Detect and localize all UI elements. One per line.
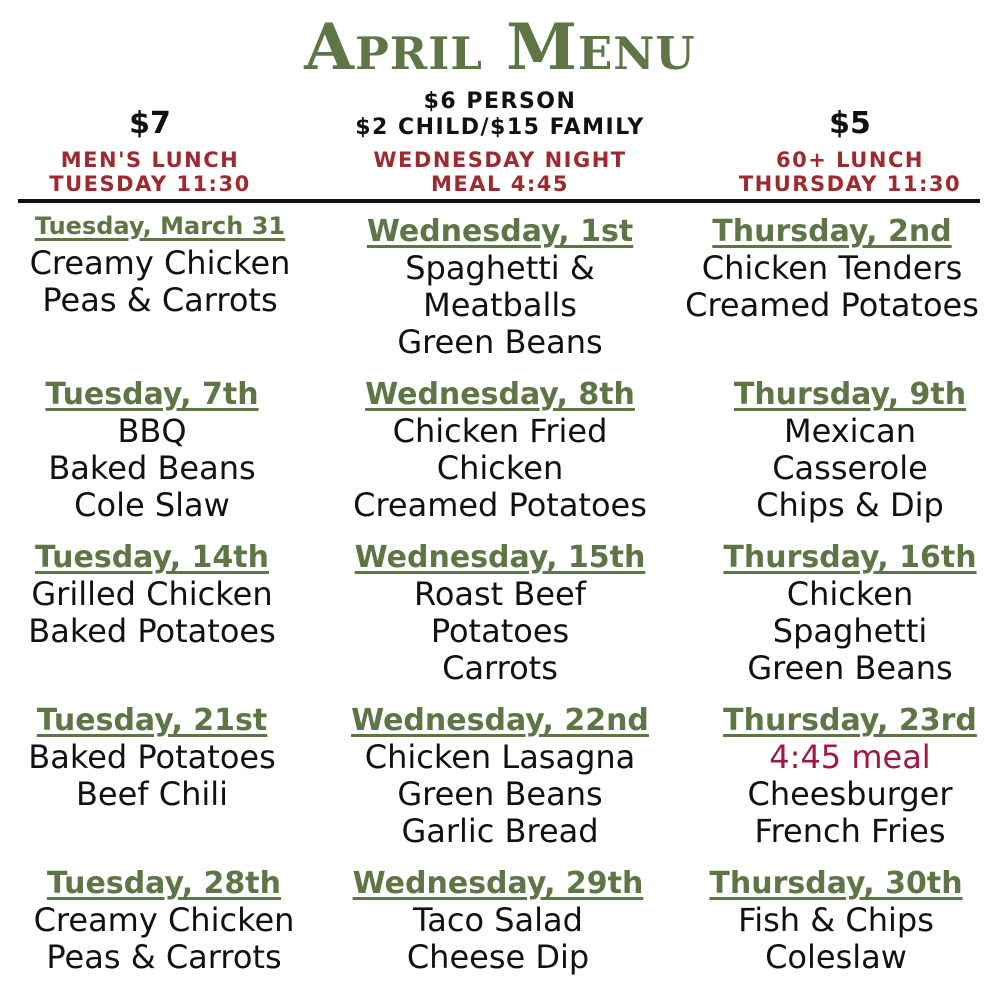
wednesday-label xyxy=(300,148,700,196)
menu-item: Baked Potatoes xyxy=(28,738,276,776)
menu-entry-wednesday-15 xyxy=(340,539,660,687)
menu-item: Spaghetti xyxy=(772,612,928,650)
menu-entry-wednesday-8 xyxy=(340,376,660,524)
menu-item: Baked Beans xyxy=(48,449,256,487)
menu-item: Creamed Potatoes xyxy=(353,486,647,524)
menu-entry-tuesday-7 xyxy=(0,376,312,524)
page-title: April Menu xyxy=(304,10,696,85)
menu-item: Creamy Chicken xyxy=(29,244,291,282)
menu-item: Grilled Chicken xyxy=(31,575,273,613)
menu-entry-wednesday-1 xyxy=(340,213,660,361)
menu-item: Potatoes xyxy=(430,612,570,650)
menu-item: Chicken xyxy=(436,449,564,487)
mens-lunch-label-line2: TUESDAY 11:30 xyxy=(49,172,251,196)
menu-entry-thursday-2 xyxy=(672,213,992,324)
day-heading: Thursday, 2nd xyxy=(712,214,952,249)
menu-entry-wednesday-29 xyxy=(338,865,658,976)
wednesday-price-line2: $2 CHILD/$15 FAMILY xyxy=(355,115,645,140)
menu-item: Chicken Tenders xyxy=(701,249,963,287)
day-heading: Tuesday, 21st xyxy=(36,703,268,738)
menu-item: Chicken Lasagna xyxy=(364,738,636,776)
day-heading: Tuesday, 14th xyxy=(34,540,270,575)
menu-item: Fish & Chips xyxy=(738,901,934,939)
menu-item: Chicken xyxy=(786,575,914,613)
wednesday-price xyxy=(300,89,700,141)
day-heading: Wednesday, 15th xyxy=(354,540,646,575)
menu-entry-thursday-9 xyxy=(690,376,1000,524)
wednesday-label-line2: MEAL 4:45 xyxy=(431,172,569,196)
menu-item: Cheesburger xyxy=(747,775,953,813)
menu-item: Creamed Potatoes xyxy=(685,286,979,324)
menu-item: Chicken Fried xyxy=(392,412,608,450)
day-heading: Thursday, 16th xyxy=(723,540,977,575)
day-heading: Thursday, 23rd xyxy=(723,703,977,738)
menu-entry-tuesday-28 xyxy=(4,865,324,976)
menu-item: Garlic Bread xyxy=(401,812,599,850)
day-heading: Wednesday, 22nd xyxy=(351,703,649,738)
wednesday-price-line1: $6 PERSON xyxy=(423,89,577,114)
senior-lunch-label xyxy=(700,148,1000,196)
menu-entry-tuesday-14 xyxy=(0,539,312,650)
menu-item: Cheese Dip xyxy=(406,938,590,976)
menu-item: Peas & Carrots xyxy=(46,938,282,976)
menu-item: Roast Beef xyxy=(414,575,586,613)
menu-item: French Fries xyxy=(754,812,946,850)
day-heading: Tuesday, 7th xyxy=(45,377,259,412)
day-heading: Tuesday, 28th xyxy=(46,866,282,901)
menu-item: Baked Potatoes xyxy=(28,612,276,650)
menu-item: Green Beans xyxy=(747,649,953,687)
day-heading: Tuesday, March 31 xyxy=(34,212,286,240)
menu-item: Beef Chili xyxy=(75,775,229,813)
header-divider xyxy=(18,199,980,203)
senior-lunch-price: $5 xyxy=(829,106,871,141)
menu-entry-tuesday-mar31 xyxy=(0,208,320,319)
menu-entry-tuesday-21 xyxy=(0,702,312,813)
mens-lunch-label xyxy=(0,148,300,196)
menu-note: 4:45 meal xyxy=(769,738,931,776)
day-heading: Wednesday, 8th xyxy=(365,377,635,412)
menu-item: Mexican xyxy=(783,412,917,450)
menu-item: Meatballs xyxy=(423,286,577,324)
menu-item: Chips & Dip xyxy=(756,486,944,524)
menu-item: Green Beans xyxy=(397,775,603,813)
mens-lunch-label-line1: MEN'S LUNCH xyxy=(60,148,240,172)
menu-item: Spaghetti & xyxy=(405,249,595,287)
day-heading: Thursday, 9th xyxy=(733,377,967,412)
menu-entry-thursday-30 xyxy=(676,865,996,976)
menu-entry-thursday-23 xyxy=(690,702,1000,850)
menu-entry-wednesday-22 xyxy=(340,702,660,850)
menu-item: Green Beans xyxy=(397,323,603,361)
mens-lunch-price: $7 xyxy=(129,106,171,141)
menu-item: Casserole xyxy=(772,449,928,487)
menu-item: Carrots xyxy=(442,649,558,687)
menu-item: Creamy Chicken xyxy=(33,901,295,939)
day-heading: Wednesday, 29th xyxy=(352,866,644,901)
menu-entry-thursday-16 xyxy=(690,539,1000,687)
menu-item: Cole Slaw xyxy=(74,486,230,524)
wednesday-label-line1: WEDNESDAY NIGHT xyxy=(373,148,627,172)
menu-item: BBQ xyxy=(117,412,187,450)
senior-lunch-label-line1: 60+ LUNCH xyxy=(776,148,924,172)
menu-item: Taco Salad xyxy=(413,901,583,939)
day-heading: Thursday, 30th xyxy=(709,866,963,901)
menu-item: Coleslaw xyxy=(765,938,907,976)
senior-lunch-label-line2: THURSDAY 11:30 xyxy=(738,172,962,196)
day-heading: Wednesday, 1st xyxy=(366,214,634,249)
menu-item: Peas & Carrots xyxy=(42,281,278,319)
